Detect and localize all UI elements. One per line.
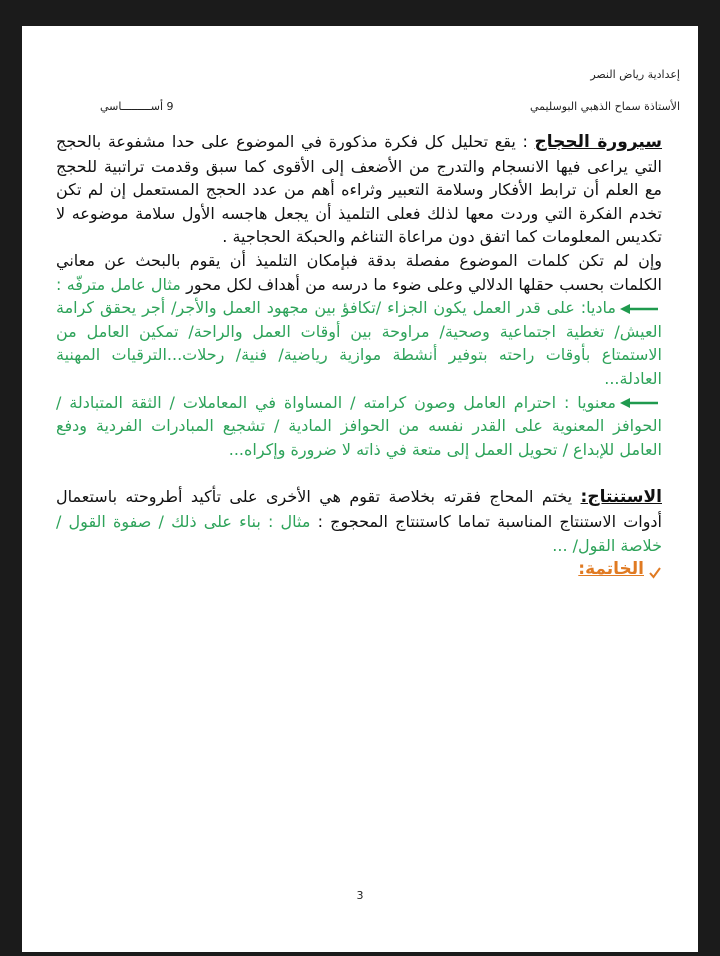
- paragraph-argument-process: [56, 130, 662, 249]
- argument-process-text: : يقع تحليل كل فكرة مذكورة في الموضوع على حدا مشفوعة بالحجج التي يراعى فيها الانسجام والتدرج من الأضعف إلى الأقوى كما سبق وقدمت تراتبية للحجج مع العلم أن ترابط الأفكار وسلامة التعبير وثراءه أهم من عدد الحجج المستعمل إن لم تكن تخدم الفكرة التي وردت معها لذلك فعلى التلميذ أن يجعل هاجسه الأول سلامة موضوعه لا تكديس المعلومات كما اتفق دون مراعاة التناغم والحبكة الحجاجية .: [56, 132, 662, 247]
- document-page: [22, 26, 698, 952]
- paragraph-word-meaning: [56, 249, 662, 391]
- example-intro: مثال عامل مترفّه :: [56, 274, 181, 294]
- arrow-left-icon: [620, 304, 658, 314]
- page-number: 3: [356, 889, 364, 902]
- moral-aspects: معنويا : احترام العامل وصون كرامته / المساواة في المعاملات / الثقة المتبادلة / الحوافز المعنوية على القدر نفسه من الحوافز المادية / تشجيع المبادرات الفردية ودفع العامل للإبداع / تحويل العمل إلى متعة في ذاته لا ضرورة وإكراه...: [56, 392, 662, 459]
- heading-deduction: الاستنتاج:: [580, 487, 662, 508]
- heading-conclusion: الخاتمة:: [578, 559, 644, 580]
- heading-argument-process: سيرورة الحجاج: [534, 132, 663, 152]
- paragraph-final: [56, 557, 662, 582]
- grade-level: 9 أســـــــــاسي: [100, 100, 174, 113]
- paragraph-moral-aspects: [56, 391, 662, 462]
- document-content: [56, 130, 662, 582]
- word-meaning-text: وإن لم تكن كلمات الموضوع مفصلة بدقة فبإمكان التلميذ أن يقوم بالبحث عن معاني الكلمات بحسب حقلها الدلالي وعلى ضوء ما درسه من أهداف لكل محور: [56, 250, 662, 294]
- teacher-name: الأستاذة سماح الذهبي البوسليمي: [530, 100, 680, 113]
- material-aspects: ماديا: على قدر العمل يكون الجزاء /تكافؤ بين مجهود العمل والأجر/ أجر يحقق كرامة العيش/ تغطية اجتماعية وصحية/ مراوحة بين أوقات العمل والراحة/ تمكين العامل من الاستمتاع بأوقات راحته بتوفير أنشطة موازية رياضية/ فنية/ رحلات...الترقيات المهنية العادلة...: [56, 298, 662, 388]
- paragraph-conclusion-step: [56, 485, 662, 557]
- deduction-text: يختم المحاج فقرته بخلاصة تقوم هي الأخرى على تأكيد أطروحته باستعمال أدوات الاستنتاج المناسبة تماما كاستنتاج المحجوج :: [56, 487, 662, 531]
- spacer: [56, 461, 662, 485]
- arrow-left-icon: [620, 398, 658, 408]
- deduction-example: مثال : بناء على ذلك / صفوة القول / خلاصة القول/ ...: [56, 511, 662, 555]
- checkmark-icon: [648, 563, 662, 577]
- school-name: إعدادية رياض النصر: [590, 68, 680, 81]
